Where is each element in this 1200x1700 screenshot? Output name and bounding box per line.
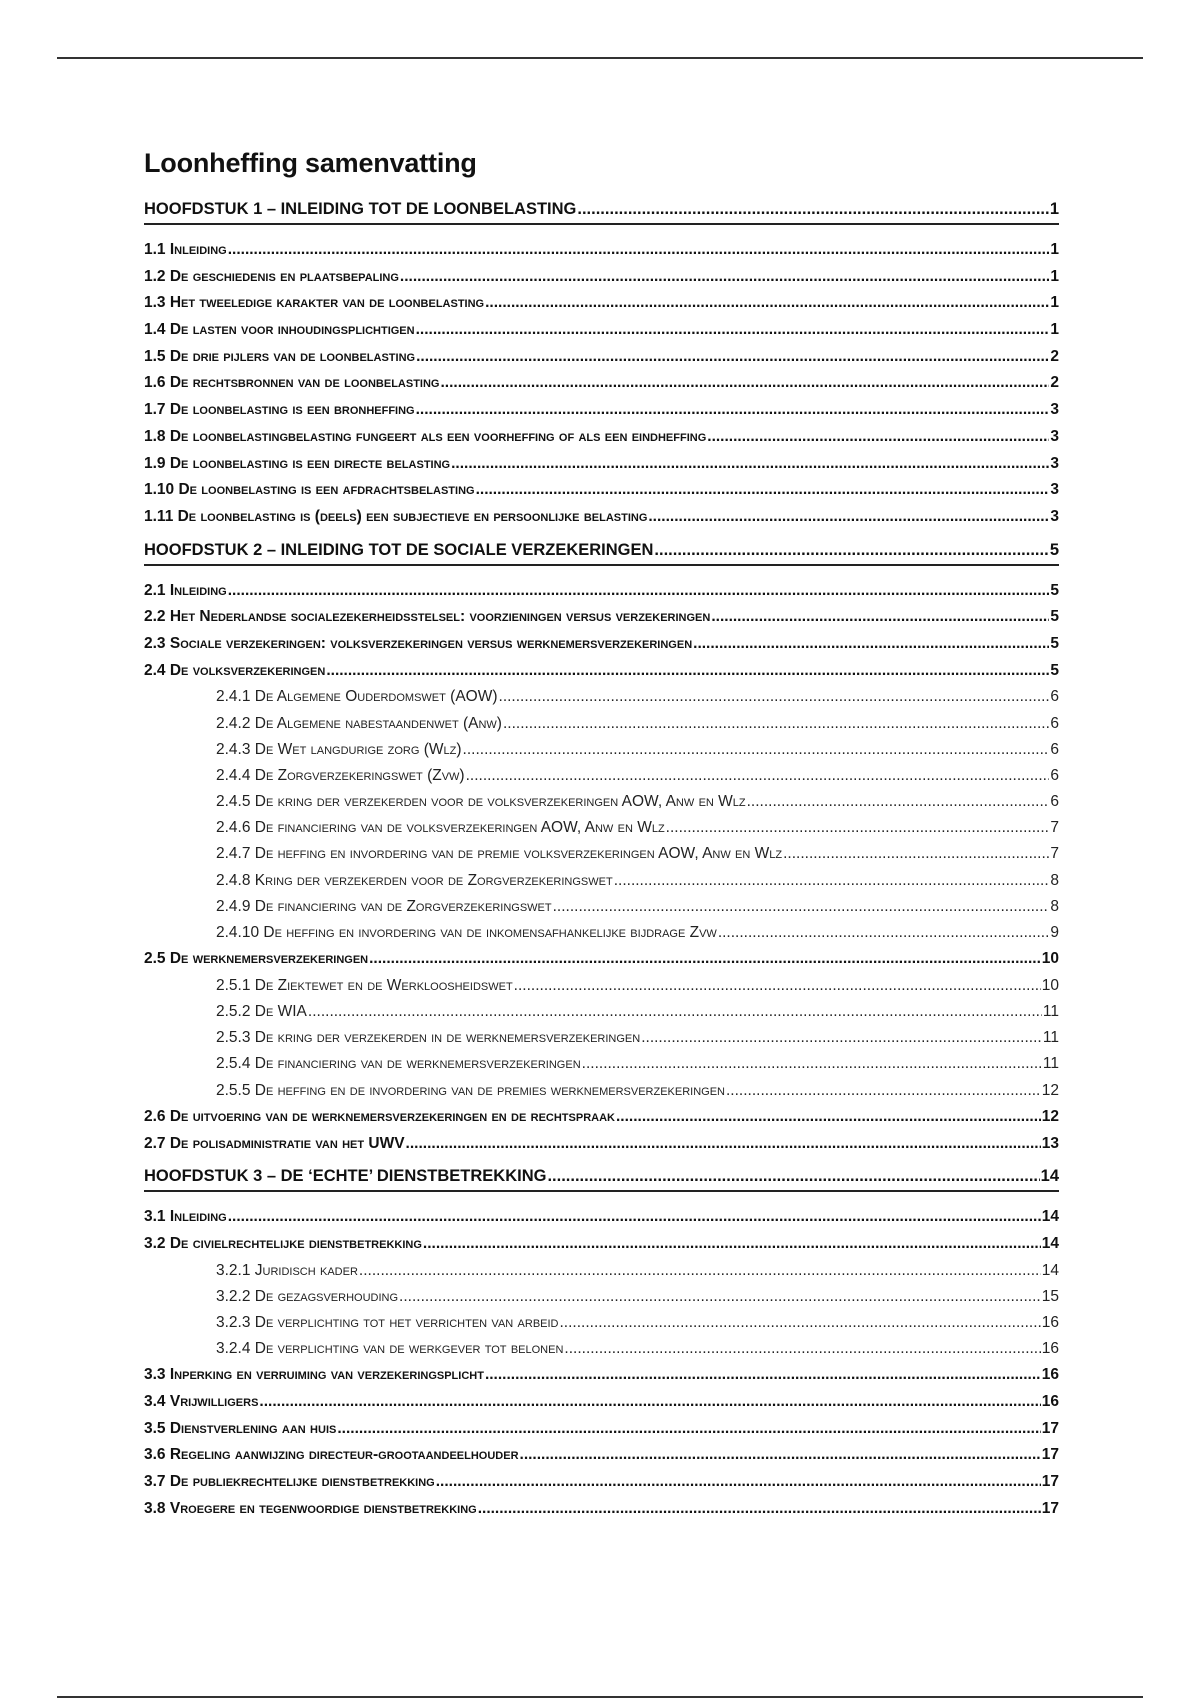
dot-leader (616, 1104, 1041, 1131)
dot-leader (564, 1336, 1040, 1362)
dot-leader (707, 424, 1049, 451)
toc-entry-page-number: 14 (1040, 1167, 1059, 1186)
dot-leader (478, 1496, 1041, 1523)
toc-entry-page-number: 10 (1041, 976, 1059, 994)
toc-entry-page-number: 1 (1049, 200, 1059, 218)
table-of-contents (144, 146, 1059, 1522)
toc-entry-label: 1.5 De drie pijlers van de loonbelasting (144, 347, 416, 365)
toc-entry-page-number: 6 (1050, 688, 1059, 706)
toc-entry-page-number: 15 (1041, 1287, 1059, 1305)
dot-leader (326, 658, 1049, 685)
toc-entry-page-number: 3 (1050, 427, 1059, 445)
toc-entry-label: 3.8 Vroegere en tegenwoordige dienstbetrekking (144, 1499, 477, 1517)
toc-entry-label: 2.4 De volksverzekeringen (144, 661, 326, 679)
toc-subsection-entry[interactable] (144, 920, 1059, 946)
dot-leader (423, 1231, 1041, 1258)
dot-leader (463, 737, 1050, 763)
dot-leader (400, 264, 1049, 291)
toc-entry-label: 2.4.10 De heffing en invordering van de inkomensafhankelijke bijdrage Zvw (216, 924, 717, 941)
toc-section-entry[interactable] (144, 451, 1059, 478)
toc-entry-page-number: 17 (1041, 1499, 1059, 1517)
toc-entry-label: 2.7 De polisadministratie van het UWV (144, 1134, 405, 1152)
toc-entry-page-number: 14 (1041, 1234, 1059, 1252)
toc-entry-label: 2.4.1 De Algemene Ouderdomswet (AOW) (216, 688, 498, 706)
dot-leader (259, 1389, 1040, 1416)
toc-entry-label: 2.4.8 Kring der verzekerden voor de Zorgverzekeringswet (216, 871, 613, 889)
dot-leader (228, 237, 1050, 264)
toc-entry-page-number: 6 (1050, 740, 1059, 758)
toc-section-entry[interactable] (144, 631, 1059, 658)
toc-entry-label: 1.4 De lasten voor inhoudingsplichtigen (144, 321, 415, 339)
toc-entry-label: 3.2 De civielrechtelijke dienstbetrekking (144, 1234, 422, 1252)
dot-leader (648, 504, 1049, 531)
toc-subsection-entry[interactable] (144, 1078, 1059, 1104)
toc-entry-label: 2.5 De werknemersverzekeringen (144, 950, 369, 968)
toc-section-entry[interactable] (144, 1362, 1059, 1389)
toc-section-entry[interactable] (144, 344, 1059, 371)
document-title: Loonheffing samenvatting (144, 148, 477, 178)
toc-entry-page-number: 5 (1050, 661, 1059, 679)
toc-subsection-entry[interactable] (144, 1025, 1059, 1051)
toc-entry-label: 2.5.2 De WIA (216, 1003, 307, 1021)
dot-leader (499, 684, 1050, 710)
toc-subsection-entry[interactable] (144, 894, 1059, 920)
toc-entry-page-number: 6 (1050, 793, 1059, 811)
toc-entry-label: 2.6 De uitvoering van de werknemersverzekeringen en de rechtspraak (144, 1107, 615, 1125)
toc-entry-page-number: 12 (1041, 1081, 1059, 1099)
dot-leader (416, 397, 1050, 424)
toc-entry-label: 1.10 De loonbelasting is een afdrachtsbelasting (144, 481, 475, 499)
toc-entry-page-number: 5 (1050, 634, 1059, 652)
toc-section-entry[interactable] (144, 370, 1059, 397)
toc-entry-label: 2.4.7 De heffing en invordering van de premie volksverzekeringen AOW, Anw en Wlz (216, 845, 783, 863)
dot-leader (747, 789, 1050, 815)
toc-entry-label: 2.1 Inleiding (144, 581, 227, 599)
toc-entry-page-number: 16 (1041, 1313, 1059, 1331)
toc-subsection-entry[interactable] (144, 763, 1059, 789)
toc-entry-page-number: 5 (1049, 540, 1059, 559)
toc-subsection-entry[interactable] (144, 815, 1059, 841)
toc-entry-label: 1.3 Het tweeledige karakter van de loonbelasting (144, 294, 485, 312)
toc-section-entry[interactable] (144, 604, 1059, 631)
toc-section-entry[interactable] (144, 578, 1059, 605)
dot-leader (337, 1416, 1040, 1443)
toc-entry-page-number: 11 (1042, 1029, 1059, 1047)
toc-subsection-entry[interactable] (144, 841, 1059, 867)
toc-section-entry[interactable] (144, 1131, 1059, 1158)
dot-leader (228, 1204, 1041, 1231)
toc-entry-label: 1.7 De loonbelasting is een bronheffing (144, 401, 415, 419)
toc-entry-page-number: 10 (1041, 950, 1059, 968)
toc-entry-label: HOOFDSTUK 3 – DE ‘ECHTE’ DIENSTBETREKKING (144, 1167, 547, 1186)
toc-list (144, 196, 1059, 1522)
dot-leader (406, 1131, 1041, 1158)
footer-rule (57, 1696, 1143, 1698)
toc-entry-label: 1.11 De loonbelasting is (deels) een subjectieve en persoonlijke belasting (144, 507, 648, 525)
toc-subsection-entry[interactable] (144, 1310, 1059, 1336)
toc-entry-label: 2.4.3 De Wet langdurige zorg (Wlz) (216, 740, 462, 758)
toc-section-entry[interactable] (144, 1469, 1059, 1496)
toc-entry-label: 3.6 Regeling aanwijzing directeur-grootaandeelhouder (144, 1446, 519, 1464)
toc-entry-label: 2.2 Het Nederlandse socialezekerheidsstelsel: voorzieningen versus verzekeringen (144, 608, 711, 626)
dot-leader (416, 317, 1050, 344)
toc-chapter-entry[interactable] (144, 196, 1059, 225)
dot-leader (560, 1310, 1041, 1336)
toc-entry-page-number: 3 (1050, 507, 1059, 525)
toc-entry-page-number: 5 (1050, 608, 1059, 626)
toc-entry-label: 2.4.5 De kring der verzekerden voor de volksverzekeringen AOW, Anw en Wlz (216, 793, 746, 811)
dot-leader (466, 763, 1050, 789)
dot-leader (520, 1442, 1041, 1469)
toc-entry-label: 3.4 Vrijwilligers (144, 1393, 259, 1410)
toc-section-entry[interactable] (144, 1496, 1059, 1523)
toc-subsection-entry[interactable] (144, 1258, 1059, 1284)
toc-entry-page-number: 3 (1050, 454, 1059, 472)
toc-section-entry[interactable] (144, 317, 1059, 344)
toc-entry-page-number: 8 (1050, 897, 1059, 915)
header-rule (57, 57, 1143, 59)
toc-entry-page-number: 9 (1050, 924, 1059, 941)
dot-leader (577, 196, 1048, 223)
toc-subsection-entry[interactable] (144, 789, 1059, 815)
toc-entry-label: 1.8 De loonbelastingbelasting fungeert als een voorheffing of als een eindheffing (144, 427, 707, 445)
dot-leader (369, 946, 1041, 973)
dot-leader (308, 999, 1042, 1025)
toc-entry-label: 3.1 Inleiding (144, 1208, 227, 1226)
toc-entry-page-number: 5 (1050, 581, 1059, 599)
dot-leader (553, 894, 1050, 920)
toc-entry-label: 3.5 Dienstverlening aan huis (144, 1419, 337, 1437)
toc-entry-page-number: 3 (1050, 401, 1059, 419)
toc-section-entry[interactable] (144, 504, 1059, 531)
toc-entry-page-number: 1 (1050, 267, 1059, 285)
toc-entry-page-number: 1 (1050, 241, 1059, 258)
toc-section-entry[interactable] (144, 658, 1059, 685)
toc-entry-label: 1.1 Inleiding (144, 241, 227, 258)
toc-entry-page-number: 12 (1041, 1107, 1059, 1125)
toc-subsection-entry[interactable] (144, 737, 1059, 763)
dot-leader (726, 1078, 1041, 1104)
toc-entry-label: 2.4.6 De financiering van de volksverzekeringen AOW, Anw en Wlz (216, 819, 665, 837)
toc-subsection-entry[interactable] (144, 1336, 1059, 1362)
toc-entry-page-number: 11 (1042, 1003, 1059, 1021)
toc-section-entry[interactable] (144, 1204, 1059, 1231)
toc-subsection-entry[interactable] (144, 1051, 1059, 1077)
toc-section-entry[interactable] (144, 264, 1059, 291)
toc-entry-label: 2.5.5 De heffing en de invordering van de premies werknemersverzekeringen (216, 1081, 725, 1099)
toc-entry-label: 2.5.3 De kring der verzekerden in de werknemersverzekeringen (216, 1029, 641, 1047)
toc-entry-label: 3.3 Inperking en verruiming van verzekeringsplicht (144, 1366, 484, 1384)
toc-entry-label: 2.5.1 De Ziektewet en de Werkloosheidswet (216, 976, 513, 994)
toc-entry-label: 1.2 De geschiedenis en plaatsbepaling (144, 267, 399, 285)
toc-entry-label: 2.5.4 De financiering van de werknemersverzekeringen (216, 1055, 581, 1073)
toc-entry-page-number: 13 (1041, 1134, 1059, 1152)
toc-entry-label: 3.7 De publiekrechtelijke dienstbetrekking (144, 1473, 435, 1491)
toc-entry-page-number: 14 (1041, 1208, 1059, 1226)
toc-entry-page-number: 3 (1050, 481, 1059, 499)
dot-leader (641, 1025, 1042, 1051)
toc-entry-page-number: 11 (1042, 1055, 1059, 1073)
toc-entry-label: 2.4.9 De financiering van de Zorgverzekeringswet (216, 897, 552, 915)
toc-entry-page-number: 2 (1050, 374, 1059, 392)
dot-leader (359, 1258, 1041, 1284)
toc-subsection-entry[interactable] (144, 684, 1059, 710)
toc-chapter-entry[interactable] (144, 537, 1059, 566)
toc-section-entry[interactable] (144, 237, 1059, 264)
toc-entry-page-number: 16 (1041, 1393, 1059, 1410)
dot-leader (485, 290, 1049, 317)
toc-entry-page-number: 2 (1050, 347, 1059, 365)
toc-entry-label: 2.4.2 De Algemene nabestaandenwet (Anw) (216, 714, 502, 732)
dot-leader (783, 841, 1049, 867)
toc-section-entry[interactable] (144, 397, 1059, 424)
dot-leader (514, 973, 1041, 999)
dot-leader (416, 344, 1049, 371)
toc-subsection-entry[interactable] (144, 1284, 1059, 1310)
dot-leader (547, 1163, 1039, 1190)
toc-entry-page-number: 1 (1050, 294, 1059, 312)
toc-entry-page-number: 14 (1041, 1261, 1059, 1279)
toc-entry-page-number: 17 (1041, 1419, 1059, 1437)
dot-leader (693, 631, 1049, 658)
toc-section-entry[interactable] (144, 290, 1059, 317)
toc-subsection-entry[interactable] (144, 973, 1059, 999)
toc-entry-label: HOOFDSTUK 2 – INLEIDING TOT DE SOCIALE VERZEKERINGEN (144, 540, 654, 559)
toc-entry-page-number: 7 (1050, 819, 1059, 837)
dot-leader (718, 920, 1050, 946)
toc-entry-label: 1.9 De loonbelasting is een directe belasting (144, 454, 451, 472)
dot-leader (399, 1284, 1041, 1310)
dot-leader (614, 868, 1050, 894)
toc-entry-page-number: 1 (1050, 321, 1059, 339)
toc-entry-page-number: 7 (1050, 845, 1059, 863)
toc-entry-page-number: 16 (1041, 1366, 1059, 1384)
toc-entry-page-number: 8 (1050, 871, 1059, 889)
toc-entry-label: 3.2.2 De gezagsverhouding (216, 1287, 399, 1305)
toc-entry-label: 3.2.1 Juridisch kader (216, 1261, 358, 1279)
toc-entry-label: HOOFDSTUK 1 – INLEIDING TOT DE LOONBELASTING (144, 200, 577, 218)
toc-entry-label: 1.6 De rechtsbronnen van de loonbelasting (144, 374, 440, 392)
toc-entry-label: 2.3 Sociale verzekeringen: volksverzekeringen versus werknemersverzekeringen (144, 634, 693, 652)
toc-section-entry[interactable] (144, 1389, 1059, 1416)
dot-leader (485, 1362, 1041, 1389)
dot-leader (503, 711, 1049, 737)
toc-entry-label: 2.4.4 De Zorgverzekeringswet (Zvw) (216, 766, 465, 784)
toc-entry-page-number: 6 (1050, 714, 1059, 732)
dot-leader (666, 815, 1050, 841)
toc-entry-page-number: 6 (1050, 766, 1059, 784)
toc-entry-page-number: 17 (1041, 1446, 1059, 1464)
toc-subsection-entry[interactable] (144, 999, 1059, 1025)
toc-entry-label: 3.2.3 De verplichting tot het verrichten van arbeid (216, 1313, 559, 1331)
dot-leader (654, 537, 1048, 564)
dot-leader (436, 1469, 1041, 1496)
toc-subsection-entry[interactable] (144, 868, 1059, 894)
toc-section-entry[interactable] (144, 946, 1059, 973)
toc-section-entry[interactable] (144, 1416, 1059, 1443)
dot-leader (711, 604, 1049, 631)
toc-section-entry[interactable] (144, 1442, 1059, 1469)
toc-section-entry[interactable] (144, 477, 1059, 504)
dot-leader (451, 451, 1049, 478)
dot-leader (582, 1051, 1042, 1077)
toc-entry-page-number: 16 (1041, 1340, 1059, 1358)
toc-chapter-entry[interactable] (144, 1163, 1059, 1192)
dot-leader (228, 578, 1050, 605)
dot-leader (476, 477, 1050, 504)
toc-section-entry[interactable] (144, 424, 1059, 451)
toc-section-entry[interactable] (144, 1231, 1059, 1258)
dot-leader (440, 370, 1049, 397)
toc-entry-label: 3.2.4 De verplichting van de werkgever tot belonen (216, 1340, 564, 1358)
toc-entry-page-number: 17 (1041, 1473, 1059, 1491)
toc-subsection-entry[interactable] (144, 711, 1059, 737)
toc-section-entry[interactable] (144, 1104, 1059, 1131)
